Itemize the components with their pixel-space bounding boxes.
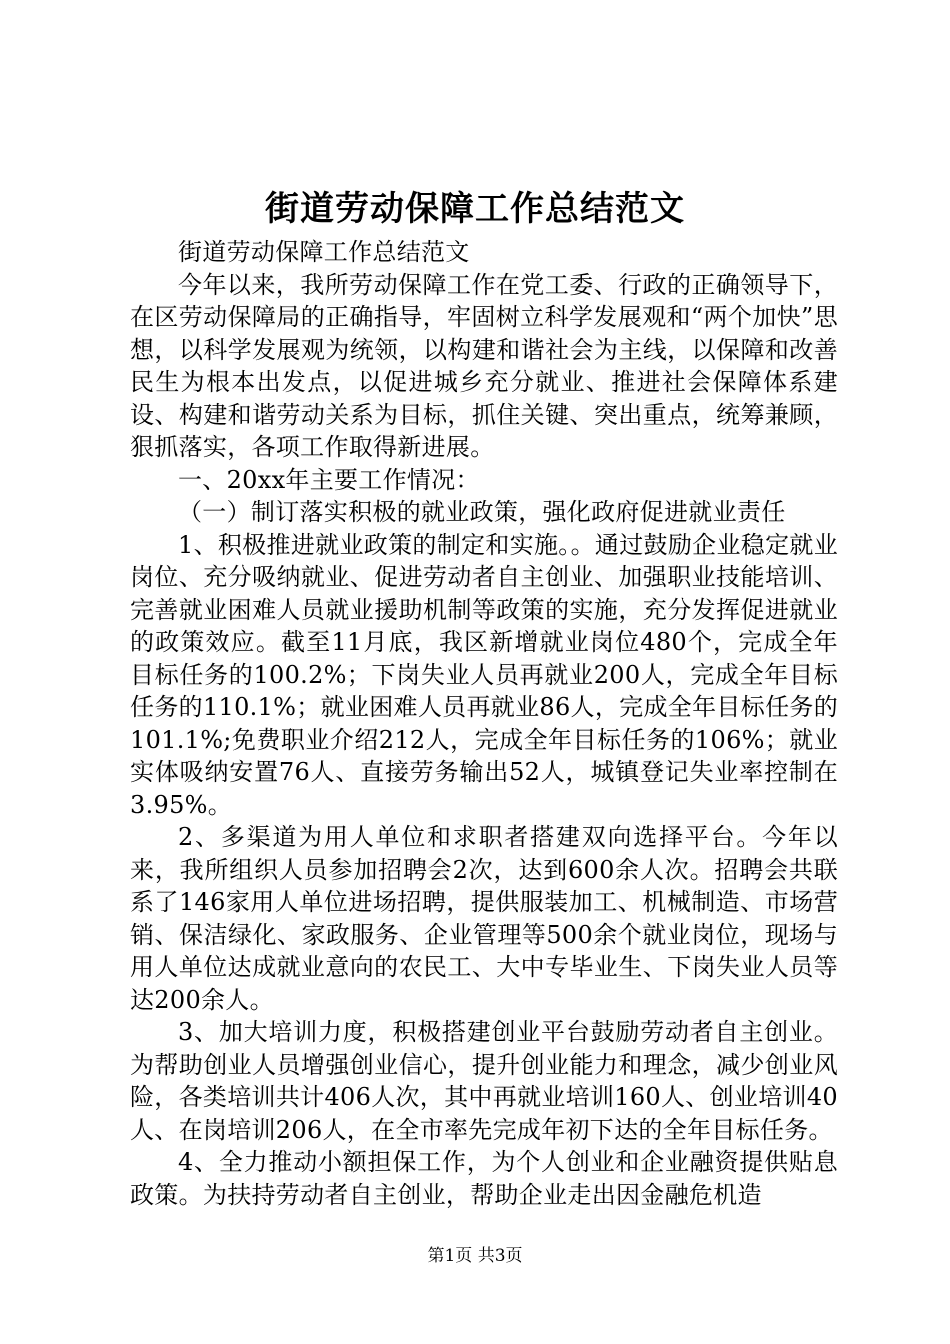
paragraph-item-3: 3、加大培训力度，积极搭建创业平台鼓励劳动者自主创业。为帮助创业人员增强创业信心，提升创业能力和理念，减少创业风险，各类培训共计406人次，其中再就业培训160人、创业培训40人、在岗培训206人，在全市率先完成年初下达的全年目标任务。 xyxy=(130,1018,838,1144)
paragraph-item-1: 1、积极推进就业政策的制定和实施。。通过鼓励企业稳定就业岗位、充分吸纳就业、促进劳动者自主创业、加强职业技能培训、完善就业困难人员就业援助机制等政策的实施，充分发挥促进就业的政策效应。截至11月底，我区新增就业岗位480个，完成全年目标任务的100.2%；下岗失业人员再就业200人，完成全年目标任务的110.1%；就业困难人员再就业86人，完成全年目标任务的101.1%;免费职业介绍212人，完成全年目标任务的106%；就业实体吸纳安置76人、直接劳务输出52人，城镇登记失业率控制在3.95%。 xyxy=(130,530,838,819)
document-title: 街道劳动保障工作总结范文 xyxy=(265,189,685,229)
paragraph-subtitle: 街道劳动保障工作总结范文 xyxy=(178,238,470,266)
paragraph-item-2: 2、多渠道为用人单位和求职者搭建双向选择平台。今年以来，我所组织人员参加招聘会2次，达到600余人次。招聘会共联系了146家用人单位进场招聘，提供服装加工、机械制造、市场营销、保洁绿化、家政服务、企业管理等500余个就业岗位，现场与用人单位达成就业意向的农民工、大中专毕业生、下岗失业人员等达200余人。 xyxy=(130,823,838,1014)
subsection-heading: （一）制订落实积极的就业政策，强化政府促进就业责任 xyxy=(178,498,786,526)
page-footer: 第1页 共3页 xyxy=(427,1246,523,1266)
document-body xyxy=(130,236,838,1211)
paragraph-item-4: 4、全力推动小额担保工作，为个人创业和企业融资提供贴息政策。为扶持劳动者自主创业，帮助企业走出因金融危机造 xyxy=(130,1148,838,1209)
section-heading: 一、20xx年主要工作情况： xyxy=(178,465,480,494)
paragraph-intro: 今年以来，我所劳动保障工作在党工委、行政的正确领导下，在区劳动保障局的正确指导，牢固树立科学发展观和“两个加快”思想，以科学发展观为统领，以构建和谐社会为主线，以保障和改善民生为根本出发点，以促进城乡充分就业、推进社会保障体系建设、构建和谐劳动关系为目标，抓住关键、突出重点，统筹兼顾，狠抓落实，各项工作取得新进展。 xyxy=(130,270,838,461)
